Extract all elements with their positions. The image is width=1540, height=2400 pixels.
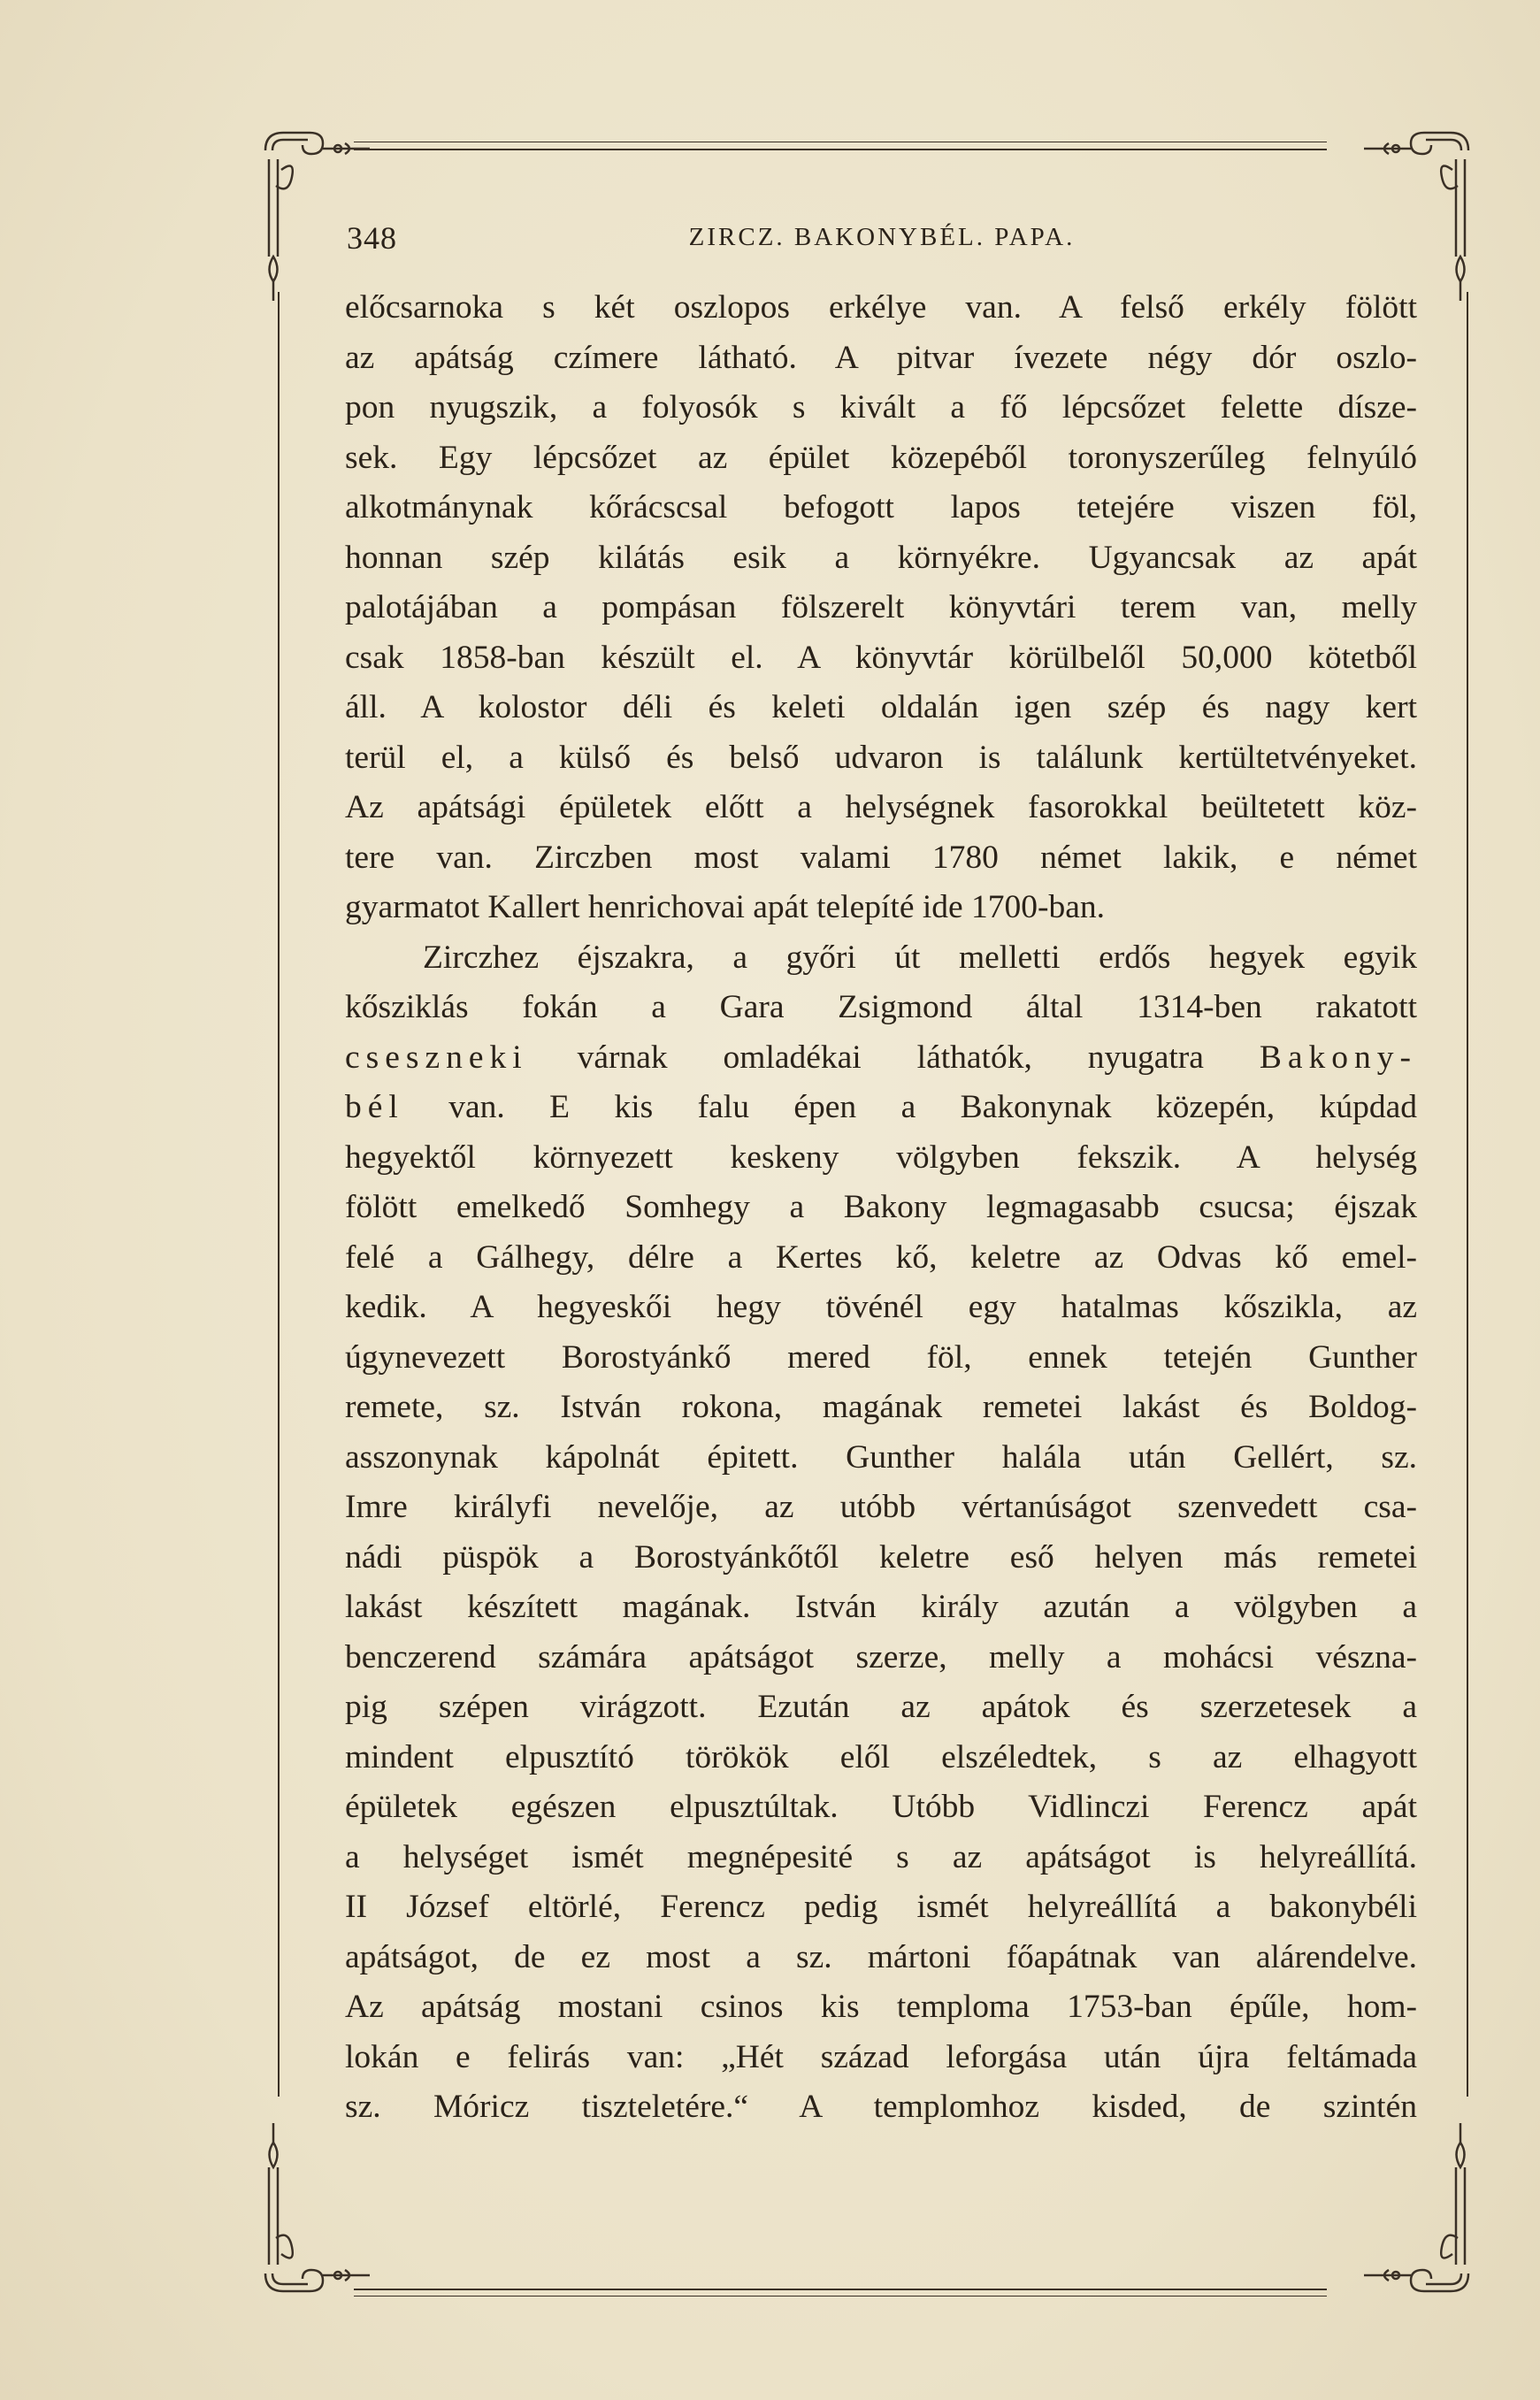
page-number: 348 bbox=[347, 220, 397, 256]
paragraph-2 bbox=[345, 933, 1417, 2133]
running-head-title: ZIRCZ. BAKONYBÉL. PAPA. bbox=[688, 223, 1076, 251]
top-rule bbox=[354, 149, 1327, 150]
text-line: lakást készített magának. István király azután a völgyben a bbox=[345, 1589, 1417, 1625]
spaced-word: Bakony- bbox=[1259, 1039, 1417, 1076]
text-line: hegyektől környezett keskeny völgyben fekszik. A helység bbox=[345, 1139, 1417, 1176]
text-line: felé a Gálhegy, délre a Kertes kő, keletre az Odvas kő emel- bbox=[345, 1238, 1417, 1276]
corner-ornament-bottom-left-icon bbox=[257, 2123, 372, 2300]
text-line: palotájában a pompásan fölszerelt könyvtári terem van, melly bbox=[345, 589, 1417, 625]
text-line: Zirczhez éjszakra, a győri út melletti erdős hegyek egyik bbox=[423, 939, 1417, 976]
spaced-word: bél bbox=[345, 1089, 404, 1125]
text-line: Az apátsági épületek előtt a helységnek fasorokkal beültetett köz- bbox=[345, 789, 1417, 825]
running-head bbox=[347, 219, 1417, 264]
text-line: nádi püspök a Borostyánkőtől keletre eső helyen más remetei bbox=[345, 1538, 1417, 1576]
corner-ornament-top-left-icon bbox=[257, 124, 372, 301]
left-border-line bbox=[278, 292, 280, 2097]
text-line: gyarmatot Kallert henrichovai apát telepíté ide 1700-ban. bbox=[345, 889, 1106, 925]
text-line: fölött emelkedő Somhegy a Bakony legmagasabb csucsa; éjszak bbox=[345, 1189, 1417, 1225]
text-line: kősziklás fokán a Gara Zsigmond által 1314-ben rakatott bbox=[345, 989, 1417, 1025]
text-line: előcsarnoka s két oszlopos erkélye van. A felső erkély fölött bbox=[345, 289, 1417, 326]
line-rest: i várnak omladékai láthatók, nyugatra bbox=[512, 1039, 1260, 1076]
text-line: remete, sz. István rokona, magának remetei lakást és Boldog- bbox=[345, 1389, 1417, 1425]
text-line: Imre királyfi nevelője, az utóbb vértanúságot szenvedett csa- bbox=[345, 1489, 1417, 1525]
line-rest: van. E kis falu épen a Bakonynak közepén, kúpdad bbox=[403, 1089, 1417, 1125]
text-line: asszonynak kápolnát épitett. Gunther halála után Gellért, sz. bbox=[345, 1438, 1417, 1476]
text-line: csak 1858-ban készült el. A könyvtár körülbelől 50,000 kötetből bbox=[345, 639, 1417, 676]
text-line: a helységet ismét megnépesité s az apátságot is helyreállítá. bbox=[345, 1838, 1417, 1875]
text-line: apátságot, de ez most a sz. mártoni főapátnak van alárendelve. bbox=[345, 1938, 1417, 1975]
corner-ornament-bottom-right-icon bbox=[1362, 2123, 1477, 2300]
text-line: áll. A kolostor déli és keleti oldalán igen szép és nagy kert bbox=[345, 689, 1417, 725]
text-line-spaced bbox=[345, 1033, 1417, 1084]
text-line: épületek egészen elpusztúltak. Utóbb Vidlinczi Ferencz apát bbox=[345, 1789, 1417, 1825]
text-line: II József eltörlé, Ferencz pedig ismét helyreállítá a bakonybéli bbox=[345, 1889, 1417, 1925]
text-line: lokán e felirás van: „Hét század leforgása után újra feltámada bbox=[345, 2038, 1417, 2075]
paragraph-1 bbox=[345, 283, 1417, 933]
body-text bbox=[345, 283, 1417, 2133]
text-line: kedik. A hegyeskői hegy tövénél egy hatalmas kőszikla, az bbox=[345, 1289, 1417, 1325]
text-line: sz. Móricz tiszteletére.“ A templomhoz kisded, de szintén bbox=[345, 2089, 1417, 2125]
right-border-line bbox=[1467, 292, 1468, 2097]
corner-ornament-top-right-icon bbox=[1362, 124, 1477, 301]
text-line: az apátság czímere látható. A pitvar ívezete négy dór oszlo- bbox=[345, 339, 1417, 376]
text-line: úgynevezett Borostyánkő mered föl, ennek tetején Gunther bbox=[345, 1338, 1417, 1376]
text-line: terül el, a külső és belső udvaron is találunk kertültetvényeket. bbox=[345, 739, 1417, 776]
text-line: pig szépen virágzott. Ezután az apátok és szerzetesek a bbox=[345, 1689, 1417, 1725]
text-line: tere van. Zirczben most valami 1780 német lakik, e német bbox=[345, 839, 1417, 876]
text-line: Az apátság mostani csinos kis temploma 1753-ban épűle, hom- bbox=[345, 1989, 1417, 2025]
bottom-rule bbox=[354, 2289, 1327, 2290]
text-line-spaced bbox=[345, 1083, 1417, 1133]
text-line: honnan szép kilátás esik a környékre. Ugyancsak az apát bbox=[345, 539, 1417, 576]
text-line: mindent elpusztító törökök elől elszéledtek, s az elhagyott bbox=[345, 1738, 1417, 1775]
spaced-word: csesznek bbox=[345, 1039, 513, 1076]
text-line: alkotmánynak kőrácscsal befogott lapos tetejére viszen föl, bbox=[345, 489, 1417, 525]
text-line: sek. Egy lépcsőzet az épület közepéből toronyszerűleg felnyúló bbox=[345, 439, 1417, 476]
text-line: pon nyugszik, a folyosók s kivált a fő lépcsőzet felette dísze- bbox=[345, 389, 1417, 426]
text-line: benczerend számára apátságot szerze, melly a mohácsi vészna- bbox=[345, 1638, 1417, 1675]
